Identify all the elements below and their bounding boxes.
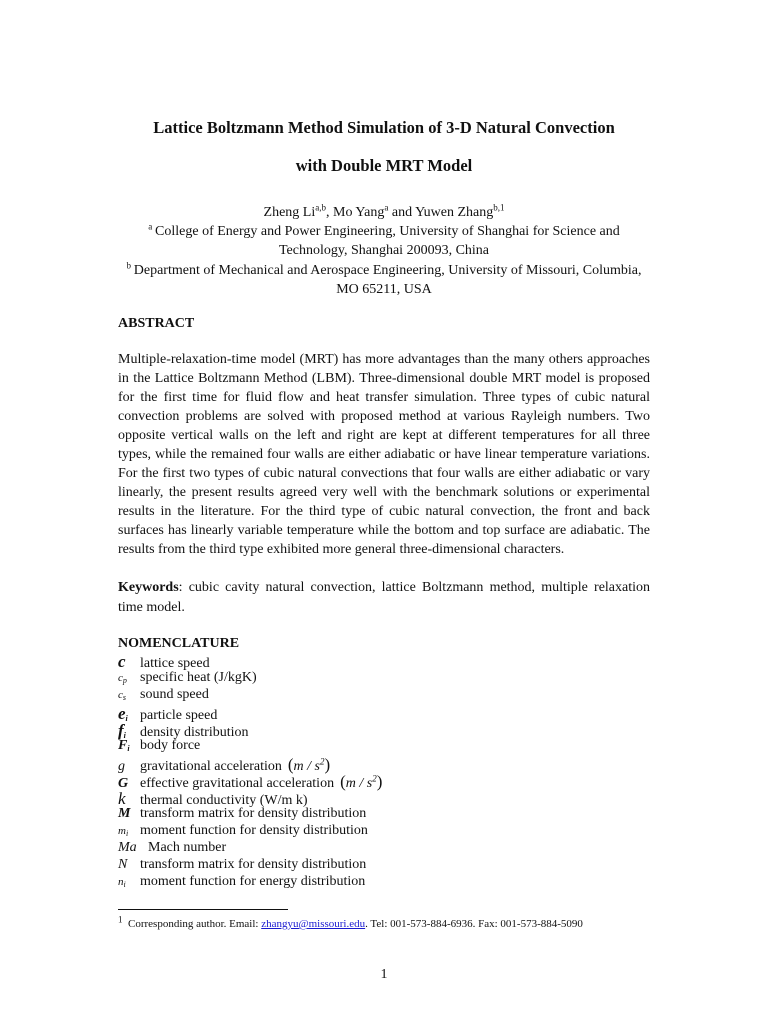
author-separator: , xyxy=(326,205,333,220)
symbol-base: c xyxy=(118,689,123,701)
nomenclature-description: sound speed xyxy=(140,687,209,702)
nomenclature-description: lattice speed xyxy=(140,656,210,671)
affiliation-a-line-2: Technology, Shanghai 200093, China xyxy=(278,243,490,258)
nomenclature-symbol: g xyxy=(118,759,125,774)
unit-expression: $(m / s^2)$ xyxy=(287,755,331,774)
nomenclature-description: particle speed xyxy=(140,708,218,723)
nomenclature-symbol xyxy=(118,738,140,754)
symbol-base: F xyxy=(118,738,128,753)
nomenclature-symbol: k xyxy=(118,789,126,808)
nomenclature-symbol: N xyxy=(118,857,128,872)
nomenclature-description: moment function for density distribution xyxy=(140,823,368,838)
unit-exponent: 2 xyxy=(372,773,377,784)
author-name: Yuwen Zhang xyxy=(415,205,494,220)
nomenclature-item xyxy=(118,687,209,703)
symbol-subscript: i xyxy=(127,744,130,753)
nomenclature-symbol xyxy=(118,876,140,889)
symbol-subscript: i xyxy=(123,731,126,740)
author-separator: and xyxy=(388,205,416,220)
nomenclature-symbol: M xyxy=(118,806,131,821)
nomenclature-symbol xyxy=(118,825,140,838)
symbol-base: e xyxy=(118,704,126,723)
abstract-heading: ABSTRACT xyxy=(118,316,195,331)
footnote-mark: 1 xyxy=(118,914,123,925)
nomenclature-item xyxy=(118,840,226,856)
symbol-subscript: i xyxy=(123,880,126,889)
email-link[interactable]: zhangyu@missouri.edu xyxy=(261,918,366,930)
nomenclature-description: transform matrix for density distribution xyxy=(140,857,367,872)
keywords-paragraph xyxy=(118,578,650,618)
author-affiliation-mark: b,1 xyxy=(493,202,505,213)
author-name: Mo Yang xyxy=(333,205,385,220)
nomenclature-description: moment function for energy distribution xyxy=(140,874,366,889)
affiliation-b-line-1 xyxy=(0,260,768,279)
affiliation-text: College of Energy and Power Engineering, University of Shanghai for Science and xyxy=(155,224,620,239)
nomenclature-description: thermal conductivity (W/m k) xyxy=(140,793,308,808)
paper-title-line-1: Lattice Boltzmann Method Simulation of 3-D Natural Convection xyxy=(153,118,615,137)
nomenclature-description: effective gravitational acceleration xyxy=(140,776,335,791)
footnote-contact: . Tel: 001-573-884-6936. Fax: 001-573-884-5090 xyxy=(365,918,583,930)
nomenclature-item xyxy=(118,874,365,890)
nomenclature-description: gravitational acceleration xyxy=(140,759,282,774)
paper-title-line-2: with Double MRT Model xyxy=(295,156,473,175)
affiliation-text: Department of Mechanical and Aerospace Engineering, University of Missouri, Columbia, xyxy=(133,263,642,278)
nomenclature-description: transform matrix for density distribution xyxy=(140,806,367,821)
nomenclature-symbol xyxy=(118,689,140,702)
symbol-base: n xyxy=(118,876,124,888)
symbol-subscript: i xyxy=(125,829,129,838)
nomenclature-item xyxy=(118,670,257,686)
footnote-text: Corresponding author. Email: xyxy=(128,918,262,930)
nomenclature-item xyxy=(118,823,368,839)
nomenclature-description: density distribution xyxy=(140,725,249,740)
symbol-subscript: s xyxy=(122,693,127,702)
symbol-base: f xyxy=(118,721,124,740)
nomenclature-symbol: G xyxy=(118,776,129,791)
author-name: Zheng Li xyxy=(263,205,316,220)
nomenclature-symbol: Ma xyxy=(118,840,137,855)
unit-text: m / s xyxy=(293,759,320,774)
symbol-subscript: p xyxy=(122,676,127,685)
keywords-label: Keywords xyxy=(118,580,179,595)
author-affiliation-mark: a,b xyxy=(315,202,326,213)
nomenclature-heading: NOMENCLATURE xyxy=(118,636,240,651)
nomenclature-symbol xyxy=(118,672,140,685)
symbol-base: c xyxy=(118,672,123,684)
symbol-base: m xyxy=(118,825,126,837)
author-list xyxy=(0,202,768,221)
unit-text: m / s xyxy=(345,776,373,791)
affiliation-mark: a xyxy=(148,221,153,232)
nomenclature-symbol: c xyxy=(118,652,126,671)
nomenclature-description: Mach number xyxy=(148,840,227,855)
nomenclature-item xyxy=(118,806,366,822)
affiliation-a-line-1 xyxy=(0,221,768,240)
nomenclature-description: body force xyxy=(140,738,201,753)
nomenclature-item xyxy=(118,652,210,672)
nomenclature-item xyxy=(118,738,200,754)
symbol-subscript: i xyxy=(125,714,128,723)
author-affiliation-mark: a xyxy=(384,202,389,213)
footnote xyxy=(118,914,583,930)
footnote-divider xyxy=(118,909,288,910)
nomenclature-description: specific heat (J/kgK) xyxy=(140,670,257,685)
abstract-body: Multiple-relaxation-time model (MRT) has more advantages than the many others approaches in the Lattice Boltzmann Method (LBM). Three-dimensional double MRT model is proposed for the first time for fluid flow and heat transfer simulation. Three types of cubic natural convection problems are solved with proposed method at various Rayleigh numbers. Two opposite vertical walls on the left and right are kept at different temperatures for all three types, while the remained four walls are either adiabatic or have linear temperature variations. For the first two types of cubic natural convections that four walls are either adiabatic or vary linearly, the present results agreed very well with the benchmark solutions or experimental results in the literature. For the third type of cubic natural convection, the front and back surfaces has linearly variable temperature while the bottom and top surface are adiabatic. The results from the third type exhibited more general three-dimensional characters. xyxy=(118,352,650,557)
keywords-text: : cubic cavity natural convection, lattice Boltzmann method, multiple relaxation time model. xyxy=(118,580,650,615)
affiliation-b-line-2: MO 65211, USA xyxy=(336,282,432,297)
affiliation-mark: b xyxy=(126,260,131,271)
nomenclature-item xyxy=(118,857,366,873)
unit-expression: $(m / s^2)$ xyxy=(340,772,383,791)
unit-exponent: 2 xyxy=(320,756,325,767)
page-number: 1 xyxy=(380,967,388,982)
